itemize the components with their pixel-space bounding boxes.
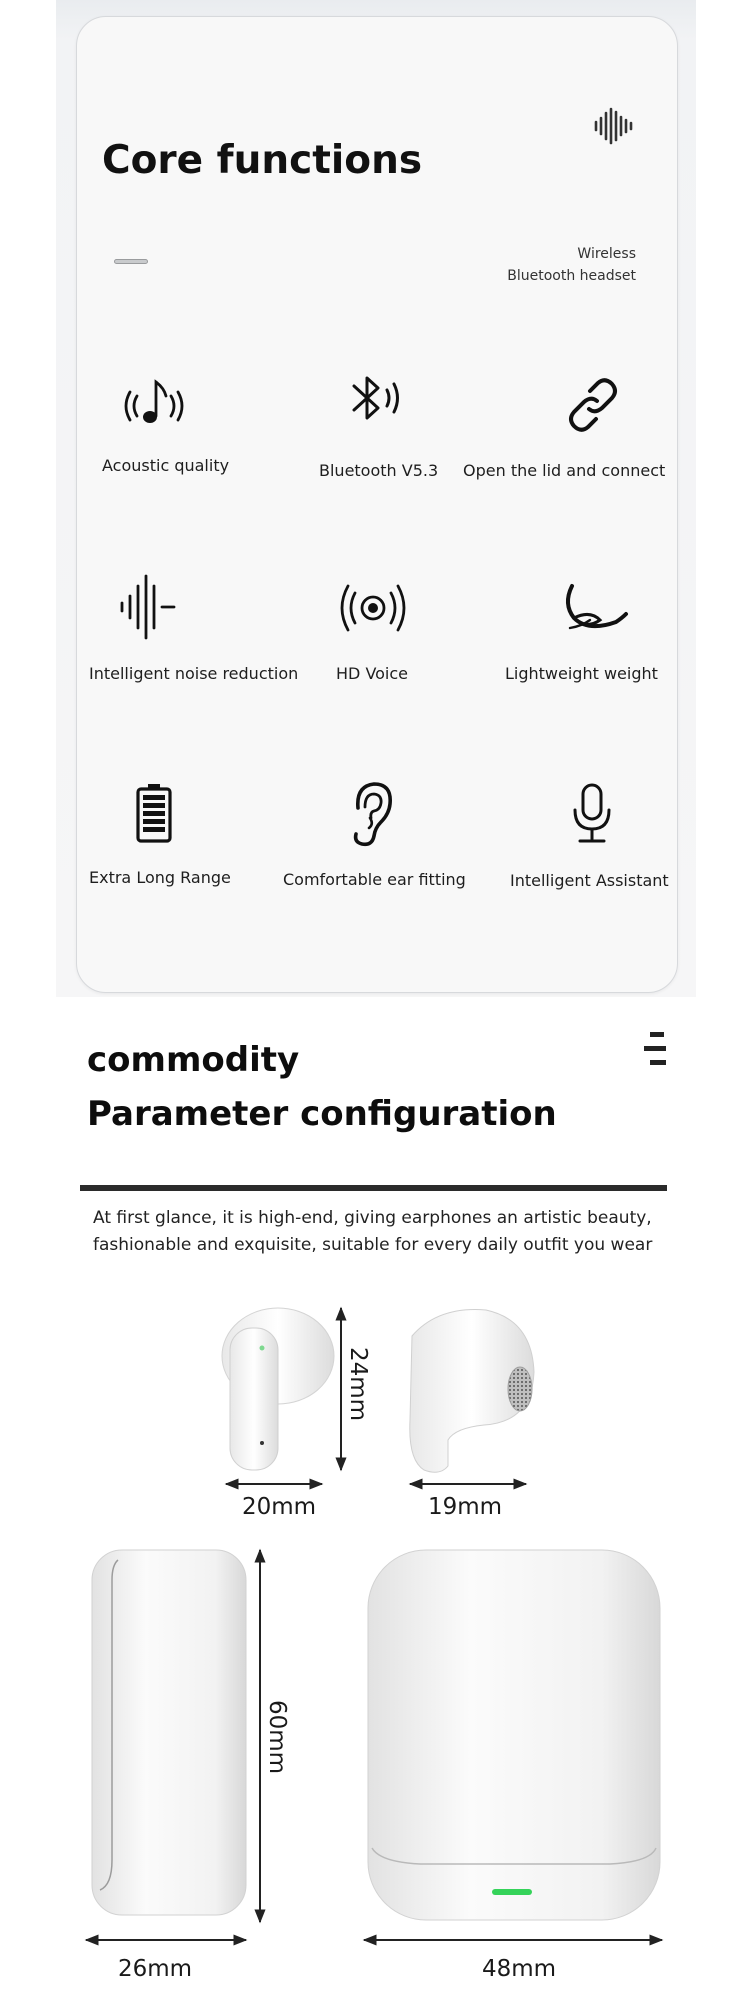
feature-extra-long-range: Extra Long Range [89,868,231,887]
feature-acoustic-quality: Acoustic quality [102,456,230,475]
description-line-2: fashionable and exquisite, suitable for every daily outfit you wear [93,1235,653,1255]
feature-bluetooth-version: Bluetooth V5.3 [319,461,439,480]
battery-icon [134,782,174,844]
description-line-1: At first glance, it is high-end, giving earphones an artistic beauty, [93,1208,652,1228]
status-led [492,1889,532,1895]
feature-hd-voice: HD Voice [336,664,409,683]
tagline-line-2: Bluetooth headset [507,268,636,284]
core-functions-title: Core functions [102,138,423,183]
link-icon [560,372,626,438]
sound-wave-icon [590,106,638,146]
microphone-icon [570,782,614,846]
earbud-side-width-label: 19mm [428,1494,503,1520]
feature-intelligent-assistant: Intelligent Assistant [510,871,669,890]
noise-reduction-wave-icon [116,572,182,642]
case-height-label: 60mm [264,1700,290,1775]
case-width-label: 48mm [482,1956,557,1982]
feature-lightweight: Lightweight weight [505,664,658,683]
feature-open-lid-connect: Open the lid and connect [463,461,666,480]
feature-noise-reduction: Intelligent noise reduction [89,664,299,683]
dimension-illustrations [0,1290,750,2009]
earbud-width-label: 20mm [242,1494,317,1520]
bluetooth-icon [340,364,412,434]
section-rule [80,1185,667,1191]
earbud-side-view [410,1310,534,1473]
case-side-view [92,1550,246,1915]
feature-ear-fitting: Comfortable ear fitting [283,870,466,889]
params-title-line-1: commodity [87,1040,300,1080]
earbud-sensor [260,1346,265,1351]
params-title-line-2: Parameter configuration [87,1094,557,1134]
earbud-mic-hole [260,1441,264,1445]
menu-icon [642,1030,668,1068]
ear-icon [348,780,396,850]
params-description [93,1205,693,1259]
broadcast-icon [334,576,412,640]
earbud-height-label: 24mm [345,1347,371,1422]
title-divider [114,259,148,264]
feather-icon [560,580,630,642]
music-note-sound-icon [118,370,190,440]
case-front-view [368,1550,660,1920]
speaker-mesh [508,1367,532,1411]
tagline-line-1: Wireless [577,246,636,262]
tagline [476,243,636,287]
case-thickness-label: 26mm [118,1956,193,1982]
earbud-front-view [222,1308,334,1470]
